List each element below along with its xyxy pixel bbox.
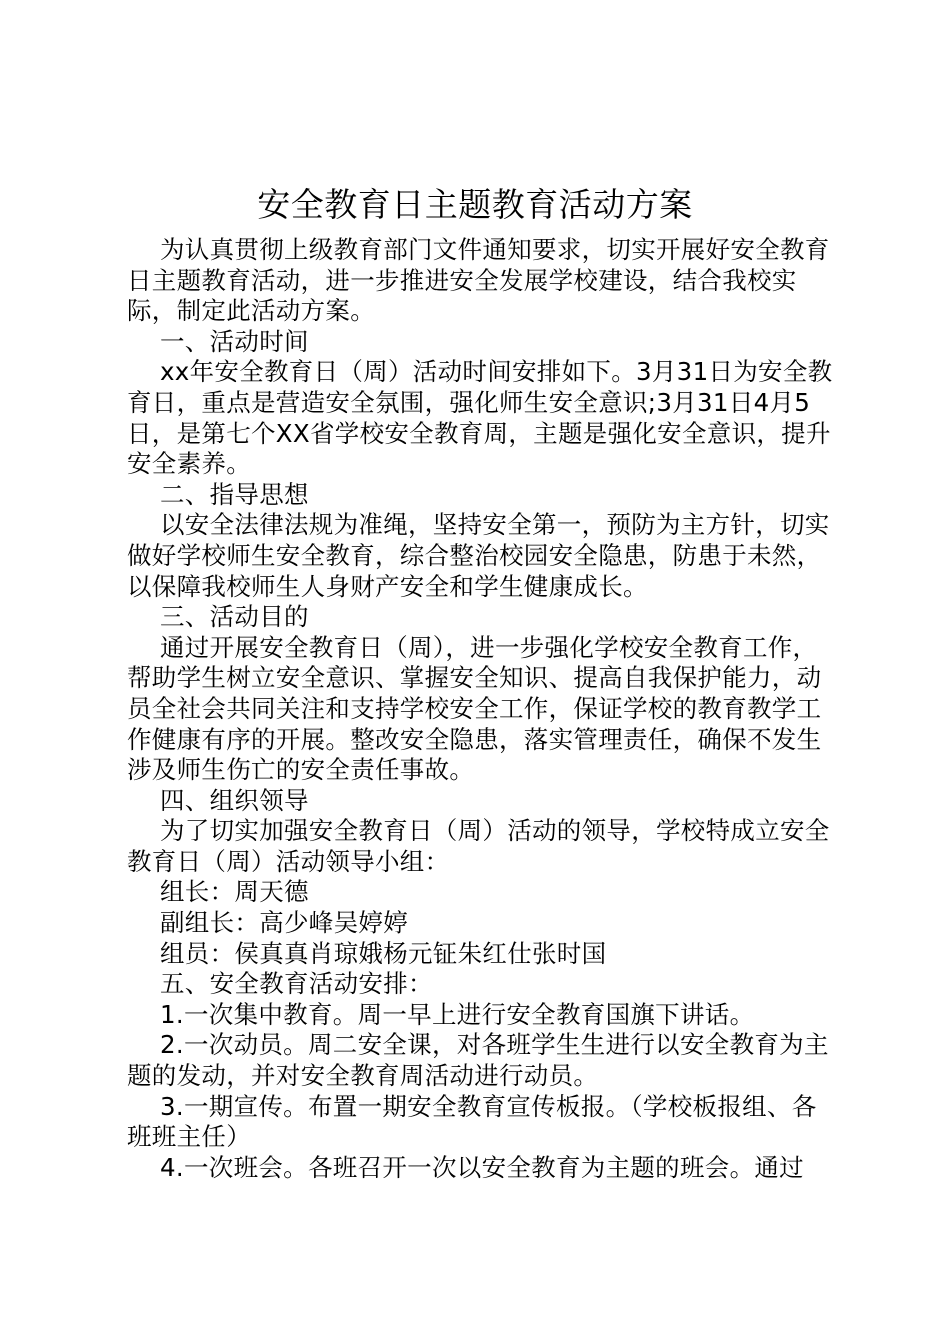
document-body bbox=[127, 235, 839, 1183]
document-title: 安全教育日主题教育活动方案 bbox=[257, 185, 693, 224]
deputy-leader-line: 副组长：高少峰吴婷婷 bbox=[160, 908, 408, 938]
list-item-3: 3.一期宣传。布置一期安全教育宣传板报。（学校板报组、各班班主任） bbox=[127, 1091, 817, 1152]
heading-arrangements: 五、安全教育活动安排： bbox=[160, 969, 433, 999]
heading-activity-purpose: 三、活动目的 bbox=[160, 602, 309, 632]
paragraph-activity-time: xx年安全教育日（周）活动时间安排如下。3月31日为安全教育日，重点是营造安全氛围，强化师生安全意识;3月31日4月5日，是第七个XX省学校安全教育周，主题是强化安全意识，提升安全素养。 bbox=[127, 357, 833, 479]
paragraph-intro: 为认真贯彻上级教育部门文件通知要求，切实开展好安全教育日主题教育活动，进一步推进安全发展学校建设，结合我校实际，制定此活动方案。 bbox=[127, 235, 830, 326]
heading-guiding-ideology: 二、指导思想 bbox=[160, 479, 309, 509]
heading-activity-time: 一、活动时间 bbox=[160, 326, 309, 356]
paragraph-activity-purpose: 通过开展安全教育日（周），进一步强化学校安全教育工作，帮助学生树立安全意识、掌握安全知识、提高自我保护能力，动员全社会共同关注和支持学校安全工作，保证学校的教育教学工作健康有序的开展。整改安全隐患，落实管理责任，确保不发生涉及师生伤亡的安全责任事故。 bbox=[127, 632, 822, 785]
list-item-4: 4.一次班会。各班召开一次以安全教育为主题的班会。通过 bbox=[160, 1152, 804, 1182]
paragraph-guiding-ideology: 以安全法律法规为准绳，坚持安全第一，预防为主方针，切实做好学校师生安全教育，综合整治校园安全隐患，防患于未然，以保障我校师生人身财产安全和学生健康成长。 bbox=[127, 510, 830, 601]
list-item-1: 1.一次集中教育。周一早上进行安全教育国旗下讲话。 bbox=[160, 999, 755, 1029]
heading-organization: 四、组织领导 bbox=[160, 785, 309, 815]
list-item-2: 2.一次动员。周二安全课，对各班学生生进行以安全教育为主题的发动，并对安全教育周活动进行动员。 bbox=[127, 1030, 829, 1091]
paragraph-organization: 为了切实加强安全教育日（周）活动的领导，学校特成立安全教育日（周）活动领导小组： bbox=[127, 816, 830, 876]
members-line: 组员：侯真真肖琼娥杨元钲朱红仕张时国 bbox=[160, 938, 607, 968]
leader-line: 组长：周天德 bbox=[160, 877, 309, 907]
